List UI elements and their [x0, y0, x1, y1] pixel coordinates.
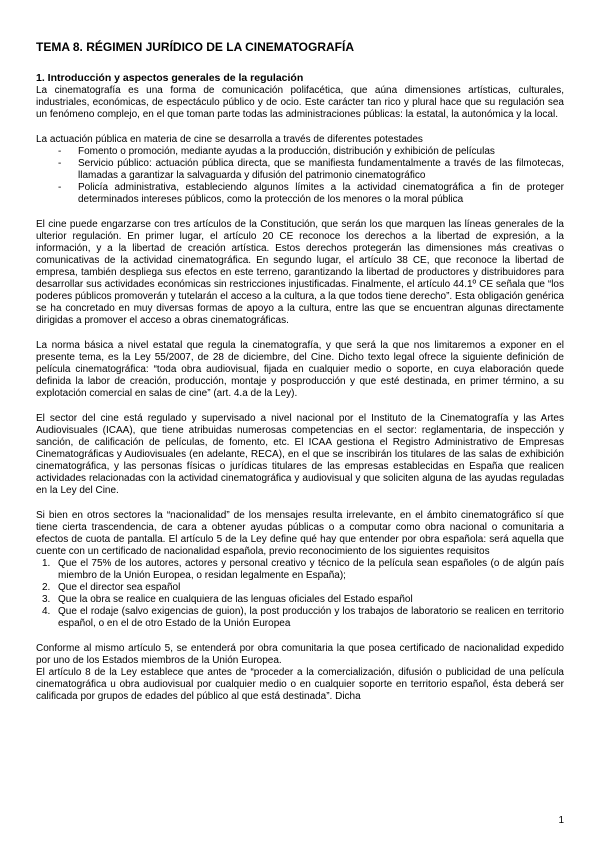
list-item [36, 582, 564, 594]
list-number: 3. [42, 594, 51, 605]
paragraph-potestades-intro: La actuación pública en materia de cine se desarrolla a través de diferentes potestades [36, 134, 423, 145]
list-item [36, 594, 564, 606]
document-title: TEMA 8. RÉGIMEN JURÍDICO DE LA CINEMATOGRAFÍA [36, 40, 355, 54]
list-text: Que el 75% de los autores, actores y personal creativo y técnico de la película sean españoles (o de algún país miembro de la Unión Europea, o residan legalmente en España); [58, 558, 564, 581]
requisitos-list [36, 558, 564, 630]
paragraph-obra-comunitaria: Conforme al mismo artículo 5, se entenderá por obra comunitaria la que posea certificado de nacionalidad expedido por uno de los Estados miembros de la Unión Europea. [36, 643, 564, 666]
section-heading: 1. Introducción y aspectos generales de la regulación [36, 72, 304, 84]
list-text: Que la obra se realice en cualquiera de las lenguas oficiales del Estado español [58, 594, 413, 605]
paragraph-calificacion: El artículo 8 de la Ley establece que antes de “proceder a la comercialización, difusión o publicidad de una película cinematográfica u obra audiovisual por cualquier medio o en cualquier soporte en territorio español, ésta deberá ser calificada por grupos de edades del público al que está destinada”. Dicha [36, 667, 564, 702]
list-item [36, 558, 564, 582]
document-page [36, 40, 564, 703]
paragraph-constitucion: El cine puede engarzarse con tres artículos de la Constitución, que serán los que marquen las líneas generales de la ulterior regulación. En primer lugar, el artículo 20 CE reconoce los derechos a la libertad de expresión, a la información, y a la libertad de creación artística. Estos derechos protegerán las dimensiones más creativas o comunicativas de la actividad cinematográfica. En segundo lugar, el artículo 38 CE, que reconoce la libertad de empresa, también despliega sus efectos en este terreno, garantizando la libertad de productores y distribuidores para desarrollar sus actividades económicas sin restricciones injustificadas. Finalmente, el artículo 44.1º CE señala que “los poderes públicos promoverán y tutelarán el acceso a la cultura, a la que todos tiene derecho”. Esta obligación genérica se ha concretado en muy diversas formas de apoyo a la cultura, entre las que se encuentran algunas directamente dirigidas a promover el acceso a obras cinematográficas. [36, 219, 564, 326]
list-number: 1. [42, 558, 51, 569]
page-number: 1 [558, 815, 564, 826]
paragraph-nacionalidad: Si bien en otros sectores la “nacionalidad” de los mensajes resulta irrelevante, en el ámbito cinematográfico sí que tiene cierta trascendencia, de cara a obtener ayudas públicas o a computar como obra nacional o comunitaria a efectos de cuota de pantalla. El artículo 5 de la Ley define qué hay que entender por obra española: será aquella que cuente con un certificado de nacionalidad española, previo reconocimiento de los siguientes requisitos [36, 510, 564, 557]
list-number: 2. [42, 582, 51, 593]
list-number: 4. [42, 606, 51, 617]
list-item: - Servicio público: actuación pública directa, que se manifiesta fundamentalmente a través de las filmotecas, llamadas a garantizar la salvaguarda y difusión del patrimonio cinematográfico [36, 158, 564, 182]
paragraph-intro: La cinematografía es una forma de comunicación polifacética, que aúna dimensiones artísticas, culturales, industriales, económicas, de espectáculo público y de ocio. Este carácter tan rico y plural hace que su regulación sea un fenómeno complejo, en el que toman parte todas las administraciones públicas: la estatal, la autonómica y la local. [36, 85, 564, 120]
paragraph-ley-cine: La norma básica a nivel estatal que regula la cinematografía, y que será la que nos limitaremos a exponer en el presente tema, es la Ley 55/2007, de 28 de diciembre, del Cine. Dicho texto legal ofrece la siguiente definición de película cinematográfica: “toda obra audiovisual, fijada en cualquier medio o soporte, en cuya elaboración quede definida la labor de creación, producción, montaje y posproducción y que esté destinada, en primer término, a su explotación comercial en salas de cine” (art. 4.a de la Ley). [36, 340, 564, 399]
potestades-list [36, 146, 564, 206]
list-text: Que el director sea español [58, 582, 181, 593]
list-item [36, 606, 564, 630]
paragraph-icaa: El sector del cine está regulado y supervisado a nivel nacional por el Instituto de la Cinematografía y las Artes Audiovisuales (ICAA), que tiene atribuidas numerosas competencias en el sector: reglamentaria, de inspección y sanción, de calificación de películas, de fomento, etc. El ICAA gestiona el Registro Administrativo de Empresas Cinematográficas y Audiovisuales (en adelante, RECA), en el que se inscribirán los titulares de las salas de exhibición cinematográfica, y las personas físicas o jurídicas titulares de las empresas establecidas en España que realicen actividades relacionadas con la actividad cinematográfica y audiovisual y que soliciten alguna de las ayudas reguladas en la Ley del Cine. [36, 413, 564, 496]
list-item: - Fomento o promoción, mediante ayudas a la producción, distribución y exhibición de películas [36, 146, 564, 158]
list-text: Que el rodaje (salvo exigencias de guion), la post producción y los trabajos de laboratorio se realicen en territorio español, o en el de otro Estado de la Unión Europea [58, 606, 564, 629]
list-item: - Policía administrativa, estableciendo algunos límites a la actividad cinematográfica a fin de proteger determinados intereses públicos, como la protección de los menores o la moral pública [36, 182, 564, 206]
